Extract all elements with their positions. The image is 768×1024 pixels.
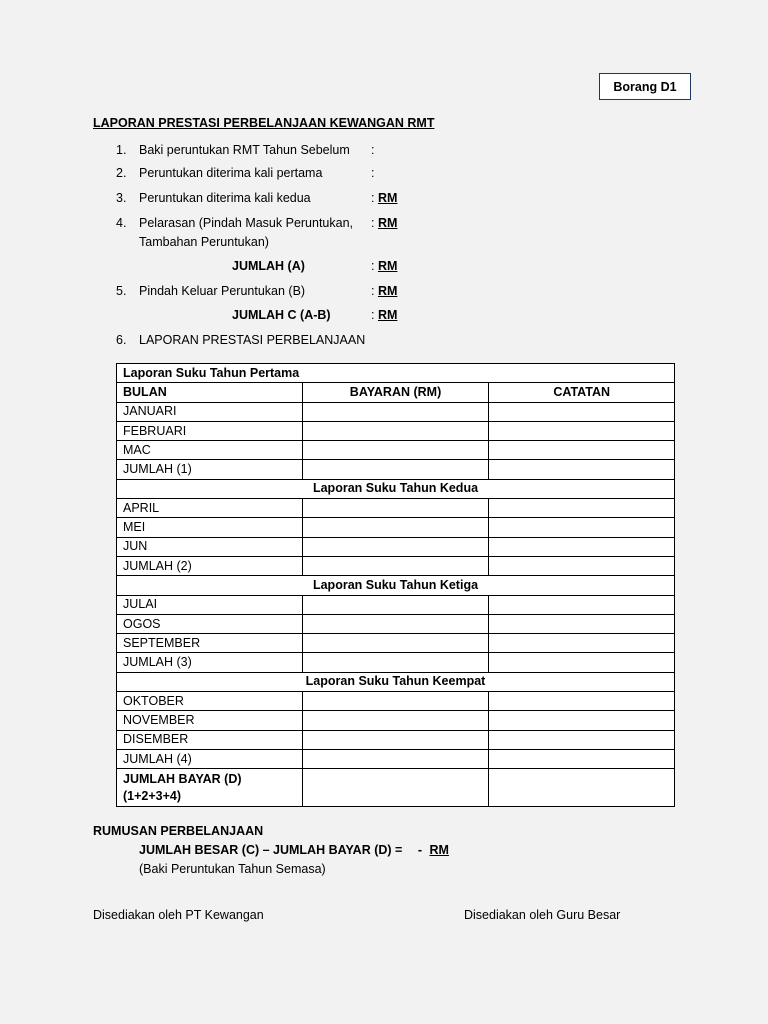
rm-value: RM (377, 191, 398, 205)
item-label: Peruntukan diterima kali kedua (139, 191, 311, 205)
month-cell: OGOS (117, 614, 303, 633)
payment-cell[interactable] (302, 556, 489, 575)
rm-value: RM (377, 259, 398, 273)
table-row (117, 576, 675, 595)
subtotal-cell: JUMLAH (2) (117, 556, 303, 575)
table-row (117, 499, 675, 518)
payment-cell[interactable] (302, 730, 489, 749)
table-row (117, 730, 675, 749)
summary-note: (Baki Peruntukan Tahun Semasa) (139, 862, 326, 876)
payment-cell[interactable] (302, 595, 489, 614)
item-label: Baki peruntukan RMT Tahun Sebelum (139, 143, 350, 157)
payment-cell[interactable] (302, 518, 489, 537)
notes-cell[interactable] (489, 711, 675, 730)
item-label: LAPORAN PRESTASI PERBELANJAAN (139, 333, 366, 347)
notes-cell[interactable] (489, 518, 675, 537)
item-number: 5. (116, 284, 127, 298)
notes-cell[interactable] (489, 634, 675, 653)
table-row (117, 402, 675, 421)
table-row (117, 595, 675, 614)
summary-title: RUMUSAN PERBELANJAAN (93, 824, 264, 838)
table-row (117, 518, 675, 537)
month-cell: MAC (117, 441, 303, 460)
table-row (117, 672, 675, 691)
summary-formula (139, 843, 449, 857)
grand-total-label: JUMLAH BAYAR (D) (123, 771, 242, 786)
item-colon: : RM (371, 259, 398, 273)
table-row (117, 364, 675, 383)
rm-value: RM (377, 284, 398, 298)
column-header-notes: CATATAN (489, 383, 675, 402)
item-label-line2: Tambahan Peruntukan) (139, 235, 269, 249)
total-a-label: JUMLAH (A) (232, 259, 305, 273)
report-title: LAPORAN PRESTASI PERBELANJAAN KEWANGAN RMT (93, 116, 435, 130)
item-number: 6. (116, 333, 127, 347)
payment-cell[interactable] (302, 499, 489, 518)
month-cell: DISEMBER (117, 730, 303, 749)
item-colon: : RM (371, 308, 398, 322)
table-row (117, 460, 675, 479)
month-cell: OKTOBER (117, 692, 303, 711)
payment-cell[interactable] (302, 653, 489, 672)
table-row (117, 711, 675, 730)
item-number: 3. (116, 191, 127, 205)
month-cell: JANUARI (117, 402, 303, 421)
notes-cell[interactable] (489, 692, 675, 711)
month-cell: MEI (117, 518, 303, 537)
notes-cell[interactable] (489, 421, 675, 440)
table-row (117, 441, 675, 460)
payment-cell[interactable] (302, 769, 489, 807)
subtotal-cell: JUMLAH (1) (117, 460, 303, 479)
table-row (117, 479, 675, 498)
notes-cell[interactable] (489, 614, 675, 633)
item-colon: : RM (371, 191, 398, 205)
subtotal-cell: JUMLAH (3) (117, 653, 303, 672)
quarter-1-title: Laporan Suku Tahun Pertama (117, 364, 675, 383)
table-row (117, 614, 675, 633)
payment-cell[interactable] (302, 441, 489, 460)
quarter-4-title: Laporan Suku Tahun Keempat (117, 672, 675, 691)
formula-dash: - (417, 843, 422, 857)
notes-cell[interactable] (489, 556, 675, 575)
notes-cell[interactable] (489, 499, 675, 518)
expenditure-table (116, 363, 675, 807)
payment-cell[interactable] (302, 634, 489, 653)
grand-total-formula: (1+2+3+4) (123, 788, 182, 803)
item-colon: : (371, 166, 375, 180)
payment-cell[interactable] (302, 614, 489, 633)
quarter-2-title: Laporan Suku Tahun Kedua (117, 479, 675, 498)
notes-cell[interactable] (489, 402, 675, 421)
item-colon: : RM (371, 216, 398, 230)
subtotal-cell: JUMLAH (4) (117, 749, 303, 768)
notes-cell[interactable] (489, 653, 675, 672)
notes-cell[interactable] (489, 537, 675, 556)
formula-rm: RM (429, 843, 449, 857)
payment-cell[interactable] (302, 421, 489, 440)
month-cell: SEPTEMBER (117, 634, 303, 653)
rm-value: RM (377, 308, 398, 322)
notes-cell[interactable] (489, 595, 675, 614)
payment-cell[interactable] (302, 460, 489, 479)
table-row (117, 537, 675, 556)
table-row (117, 749, 675, 768)
notes-cell[interactable] (489, 441, 675, 460)
formula-text: JUMLAH BESAR (C) – JUMLAH BAYAR (D) = (139, 843, 403, 857)
table-row (117, 634, 675, 653)
item-number: 2. (116, 166, 127, 180)
prepared-by-headmaster: Disediakan oleh Guru Besar (464, 908, 621, 922)
table-row (117, 692, 675, 711)
prepared-by-finance: Disediakan oleh PT Kewangan (93, 908, 264, 922)
month-cell: FEBRUARI (117, 421, 303, 440)
item-label: Peruntukan diterima kali pertama (139, 166, 323, 180)
payment-cell[interactable] (302, 537, 489, 556)
item-label: Pelarasan (Pindah Masuk Peruntukan, (139, 216, 354, 230)
table-row (117, 421, 675, 440)
payment-cell[interactable] (302, 692, 489, 711)
rm-value: RM (377, 216, 398, 230)
quarter-3-title: Laporan Suku Tahun Ketiga (117, 576, 675, 595)
notes-cell[interactable] (489, 730, 675, 749)
table-header-row (117, 383, 675, 402)
form-code-box: Borang D1 (599, 73, 691, 100)
notes-cell[interactable] (489, 769, 675, 807)
month-cell: JULAI (117, 595, 303, 614)
table-total-row (117, 769, 675, 807)
item-label: Pindah Keluar Peruntukan (B) (139, 284, 306, 298)
total-c-label: JUMLAH C (A-B) (232, 308, 331, 322)
payment-cell[interactable] (302, 402, 489, 421)
table-row (117, 556, 675, 575)
table-row (117, 653, 675, 672)
month-cell: APRIL (117, 499, 303, 518)
payment-cell[interactable] (302, 749, 489, 768)
item-number: 4. (116, 216, 127, 230)
grand-total-cell (117, 769, 303, 807)
column-header-month: BULAN (117, 383, 303, 402)
item-colon: : RM (371, 284, 398, 298)
notes-cell[interactable] (489, 460, 675, 479)
month-cell: JUN (117, 537, 303, 556)
notes-cell[interactable] (489, 749, 675, 768)
payment-cell[interactable] (302, 711, 489, 730)
month-cell: NOVEMBER (117, 711, 303, 730)
item-number: 1. (116, 143, 127, 157)
column-header-payment: BAYARAN (RM) (302, 383, 489, 402)
item-colon: : (371, 143, 375, 157)
